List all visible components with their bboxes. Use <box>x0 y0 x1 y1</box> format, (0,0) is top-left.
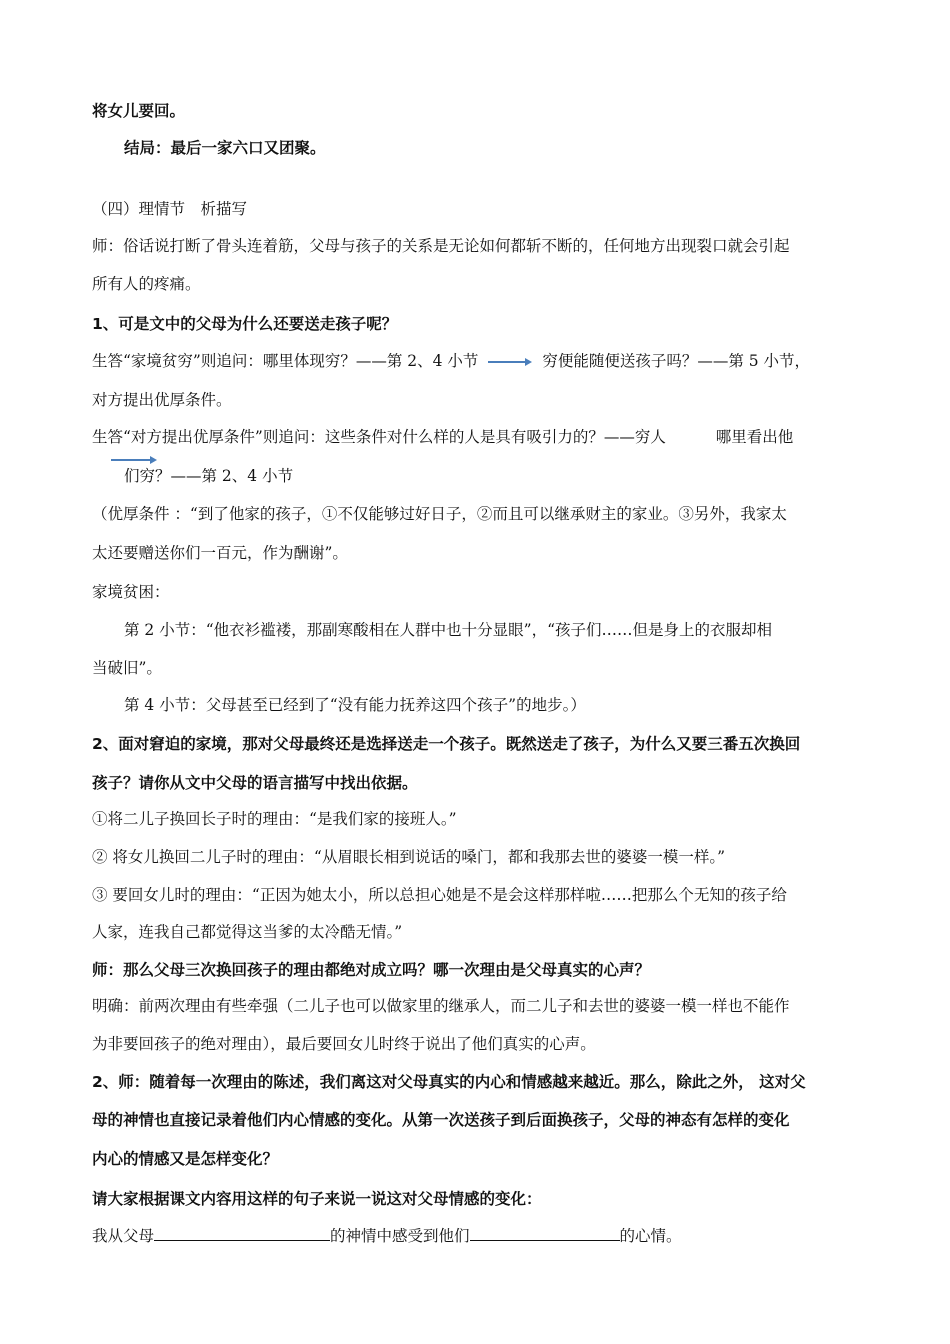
text-segment: 生答“对方提出优厚条件”则追问：这些条件对什么样的人是具有吸引力的？——穷人 <box>92 428 666 446</box>
question-heading: 1、可是文中的父母为什么还要送走孩子呢？ <box>92 315 398 333</box>
text-line: 将女儿要回。 <box>92 102 186 120</box>
text-line: 家境贫困： <box>92 583 170 601</box>
question-heading: 2、师：随着每一次理由的陈述，我们离这对父母真实的内心和情感越来越近。那么，除此之外， 这对父 <box>92 1073 806 1091</box>
arrow-right-icon <box>487 356 533 368</box>
answer-blank-2[interactable] <box>470 1224 620 1241</box>
list-item: ③ 要回女儿时的理由：“正因为她太小，所以总担心她是不是会这样那样啦……把那么个无知的孩子给 <box>92 886 787 904</box>
text-line: 为非要回孩子的绝对理由），最后要回女儿时终于说出了他们真实的心声。 <box>92 1035 596 1053</box>
answer-blank-1[interactable] <box>154 1224 330 1241</box>
text-line: （优厚条件 ：“到了他家的孩子，①不仅能够过好日子，②而且可以继承财主的家业。③另外，我家太 <box>92 505 787 523</box>
text-line <box>92 350 810 372</box>
question-heading: 师：那么父母三次换回孩子的理由都绝对成立吗？哪一次理由是父母真实的心声？ <box>92 961 651 979</box>
text-line: 们穷？——第 2、4 小节 <box>124 467 294 485</box>
section-heading: （四）理情节 析描写 <box>92 200 248 218</box>
list-item: ② 将女儿换回二儿子时的理由：“从眉眼长相到说话的嗓门，都和我那去世的婆婆一模一样。” <box>92 848 726 866</box>
question-heading: 孩子？请你从文中父母的语言描写中找出依据。 <box>92 774 418 792</box>
question-heading: 2、面对窘迫的家境，那对父母最终还是选择送走一个孩子。既然送走了孩子，为什么又要三番五次换回 <box>92 735 801 753</box>
text-line: 太还要赠送你们一百元，作为酬谢”。 <box>92 544 348 562</box>
text-line: 当破旧”。 <box>92 659 162 677</box>
text-line: 结局：最后一家六口又团聚。 <box>124 139 326 157</box>
text-segment: 生答“家境贫穷”则追问：哪里体现穷？——第 2、4 小节 <box>92 352 479 370</box>
text-segment: 的心情。 <box>619 1227 682 1245</box>
question-heading: 母的神情也直接记录着他们内心情感的变化。从第一次送孩子到后面换孩子，父母的神态有怎样的变化 <box>92 1111 790 1129</box>
list-item: ①将二儿子换回长子时的理由：“是我们家的接班人。” <box>92 810 457 828</box>
text-line: 对方提出优厚条件。 <box>92 391 232 409</box>
text-segment: 的神情中感受到他们 <box>330 1227 470 1245</box>
text-line <box>92 426 793 448</box>
text-line: 明确：前两次理由有些牵强（二儿子也可以做家里的继承人，而二儿子和去世的婆婆一模一样也不能作 <box>92 997 790 1015</box>
text-line: 人家，连我自己都觉得这当爹的太冷酷无情。” <box>92 923 403 941</box>
text-line: 师：俗话说打断了骨头连着筋，父母与孩子的关系是无论如何都斩不断的，任何地方出现裂口就会引起 <box>92 237 790 255</box>
question-heading: 内心的情感又是怎样变化？ <box>92 1150 279 1168</box>
text-line: 第 2 小节：“他衣衫褴褛，那副寒酸相在人群中也十分显眼”，“孩子们……但是身上的衣服却相 <box>124 621 772 639</box>
fill-in-sentence <box>92 1224 682 1247</box>
text-segment: 哪里看出他 <box>715 428 794 446</box>
text-line: 所有人的疼痛。 <box>92 275 201 293</box>
text-segment: 穷便能随便送孩子吗？——第 5 小节， <box>542 352 811 370</box>
text-line: 第 4 小节：父母甚至已经到了“没有能力抚养这四个孩子”的地步。） <box>124 696 586 714</box>
instruction-line: 请大家根据课文内容用这样的句子来说一说这对父母情感的变化： <box>92 1190 542 1208</box>
text-segment: 我从父母 <box>92 1227 155 1245</box>
